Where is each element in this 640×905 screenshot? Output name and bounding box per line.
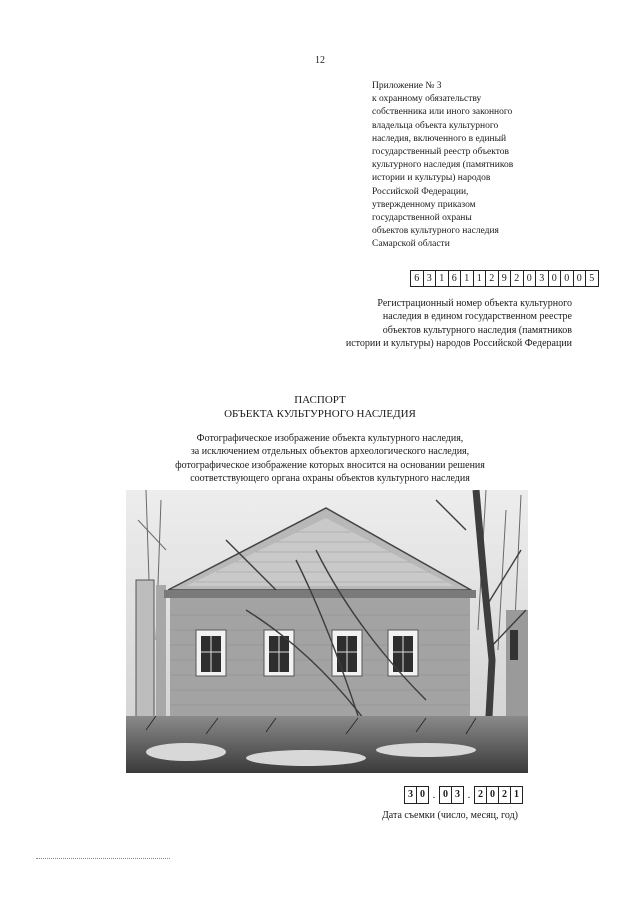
appendix-line: истории и культуры) народов: [372, 173, 491, 184]
photo-description: [0, 432, 640, 486]
registration-number-boxes: [410, 270, 599, 287]
date-separator: .: [432, 789, 436, 801]
reg-caption-line: Регистрационный номер объекта культурного: [377, 298, 572, 309]
date-digit: 2: [475, 787, 487, 803]
reg-digit: 6: [411, 271, 424, 286]
date-digit: 3: [405, 787, 417, 803]
reg-digit: 0: [561, 271, 574, 286]
reg-digit: 1: [474, 271, 487, 286]
date-caption: Дата съемки (число, месяц, год): [381, 810, 519, 821]
reg-digit: 3: [424, 271, 437, 286]
reg-digit: 0: [524, 271, 537, 286]
photo-description-line: фотографическое изображение которых вносится на основании решения: [175, 459, 485, 471]
photo-date-boxes: [404, 786, 523, 804]
reg-caption-line: наследия в едином государственном реестре: [382, 311, 572, 323]
date-digit: 2: [499, 787, 511, 803]
photo-description-line: за исключением отдельных объектов археологического наследия,: [190, 446, 470, 458]
reg-digit: 1: [436, 271, 449, 286]
reg-digit: 0: [549, 271, 562, 286]
appendix-line: к охранному обязательству: [372, 94, 482, 105]
date-separator: .: [467, 789, 471, 801]
reg-digit: 0: [574, 271, 587, 286]
appendix-line: Российской Федерации,: [372, 186, 469, 197]
appendix-line: государственный реестр объектов: [372, 147, 509, 158]
date-digit: 0: [420, 789, 425, 800]
reg-digit: 1: [461, 271, 474, 286]
registration-caption: [252, 297, 572, 351]
reg-caption-line: объектов культурного наследия (памятников: [382, 324, 572, 336]
date-month: [439, 786, 464, 804]
date-day: [404, 786, 429, 804]
photo-description-line: соответствующего органа охраны объектов культурного наследия: [190, 473, 470, 485]
page-number: 12: [315, 55, 325, 66]
appendix-line: владельца объекта культурного: [372, 120, 499, 131]
reg-digit: 5: [589, 273, 595, 284]
appendix-line: Приложение № 3: [372, 81, 442, 91]
footer-divider: [36, 858, 170, 859]
appendix-line: объектов культурного наследия: [372, 226, 499, 237]
date-year: [474, 786, 523, 804]
appendix-line: собственника или иного законного: [372, 107, 513, 118]
reg-digit: 2: [486, 271, 499, 286]
date-digit: 1: [514, 789, 519, 800]
heritage-building-photo: [126, 490, 528, 773]
photo-description-line: Фотографическое изображение объекта культурного наследия,: [196, 433, 464, 444]
appendix-line: культурного наследия (памятников: [372, 160, 514, 171]
appendix-line: утвержденному приказом: [372, 199, 476, 210]
reg-digit: 2: [511, 271, 524, 286]
appendix-line: наследия, включенного в единый: [372, 133, 507, 144]
reg-digit: 9: [499, 271, 512, 286]
reg-digit: 3: [536, 271, 549, 286]
reg-caption-line: истории и культуры) народов Российской Федерации: [345, 338, 572, 350]
date-digit: 3: [455, 789, 460, 800]
document-title: ПАСПОРТ: [294, 394, 346, 406]
date-digit: 0: [440, 787, 452, 803]
reg-digit: 6: [449, 271, 462, 286]
date-digit: 0: [487, 787, 499, 803]
appendix-line: государственной охраны: [372, 213, 472, 224]
appendix-note: [372, 80, 572, 252]
appendix-line: Самарской области: [372, 239, 450, 250]
document-subtitle-heading: ОБЪЕКТА КУЛЬТУРНОГО НАСЛЕДИЯ: [224, 408, 416, 420]
